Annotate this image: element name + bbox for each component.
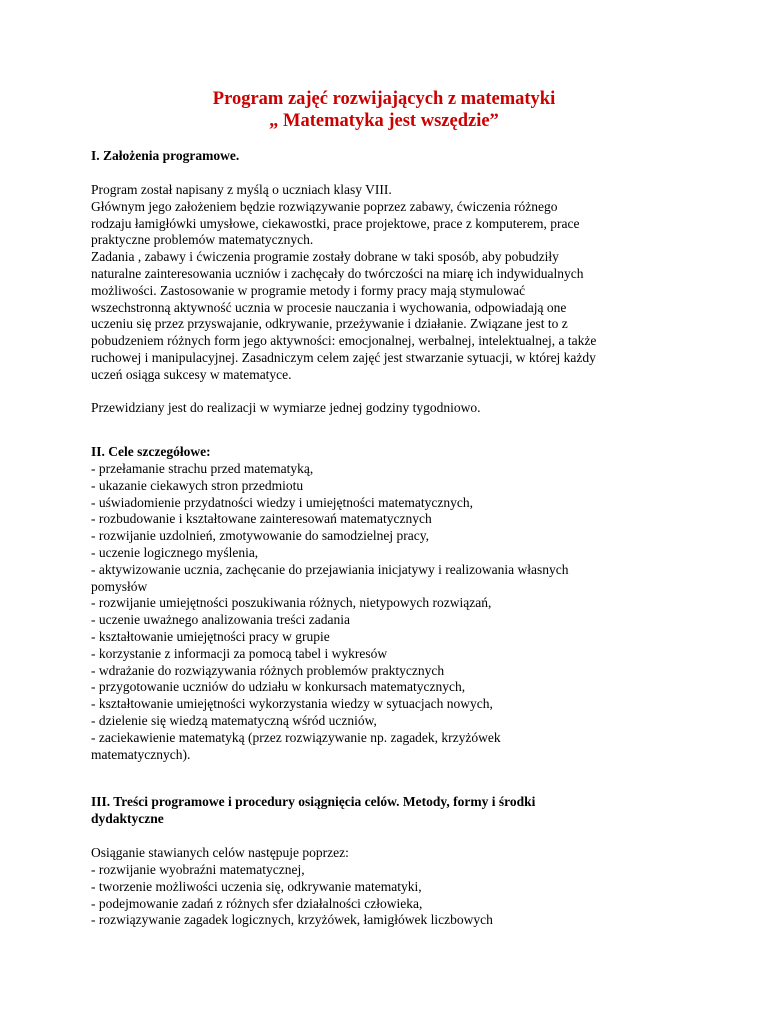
paragraph-line: Głównym jego założeniem będzie rozwiązywanie poprzez zabawy, ćwiczenia różnego <box>91 198 558 214</box>
section1-heading: I. Założenia programowe. <box>91 148 240 163</box>
paragraph-line: praktyczne problemów matematycznych. <box>91 232 314 248</box>
list-item: pomysłów <box>91 578 148 594</box>
paragraph-line: Zadania , zabawy i ćwiczenia programie zostały dobrane w taki sposób, aby pobudziły <box>91 249 559 265</box>
list-item: - rozwijanie wyobraźni matematycznej, <box>91 862 305 877</box>
paragraph-line: Osiąganie stawianych celów następuje poprzez: <box>91 845 349 860</box>
paragraph-line: Przewidziany jest do realizacji w wymiarze jednej godziny tygodniowo. <box>91 400 481 415</box>
paragraph-line: uczeniu się przez przyswajanie, odkrywanie, przeżywanie i działanie. Związane jest to z <box>91 316 568 332</box>
list-item: - rozwijanie umiejętności poszukiwania różnych, nietypowych rozwiązań, <box>91 595 492 611</box>
list-item: - przygotowanie uczniów do udziału w konkursach matematycznych, <box>91 679 466 695</box>
section1-paragraph2 <box>91 400 681 417</box>
list-item: - kształtowanie umiejętności wykorzystania wiedzy w sytuacjach nowych, <box>91 696 493 712</box>
paragraph-line: pobudzeniem różnych form jego aktywności: emocjonalnej, werbalnej, intelektualnej, a także <box>91 333 597 349</box>
list-item: - aktywizowanie ucznia, zachęcanie do przejawiania inicjatywy i realizowania własnych <box>91 561 569 577</box>
section1-paragraph <box>91 182 681 384</box>
list-item: matematycznych). <box>91 746 191 762</box>
list-item: - ukazanie ciekawych stron przedmiotu <box>91 477 304 493</box>
section3-intro <box>91 845 681 862</box>
paragraph-line: możliwości. Zastosowanie w programie metody i formy pracy mają stymulować <box>91 282 526 298</box>
list-item: - uświadomienie przydatności wiedzy i umiejętności matematycznych, <box>91 494 474 510</box>
list-item: - uczenie uważnego analizowania treści zadania <box>91 612 350 628</box>
section3-heading-line1: III. Treści programowe i procedury osiągnięcia celów. Metody, formy i środki <box>91 794 536 809</box>
list-item: - zaciekawienie matematyką (przez rozwiązywanie np. zagadek, krzyżówek <box>91 729 501 745</box>
document-title-line1: Program zajęć rozwijających z matematyki <box>212 89 556 109</box>
section2-heading: II. Cele szczegółowe: <box>91 444 211 459</box>
list-item: - przełamanie strachu przed matematyką, <box>91 461 314 476</box>
paragraph-line: ruchowej i manipulacyjnej. Zasadniczym celem zajęć jest stwarzanie sytuacji, w której każdy <box>91 349 596 365</box>
list-item: - wdrażanie do rozwiązywania różnych problemów praktycznych <box>91 662 445 678</box>
document-title-line2: „ Matematyka jest wszędzie” <box>269 111 499 131</box>
paragraph-line: Program został napisany z myślą o uczniach klasy VIII. <box>91 182 392 197</box>
section2-list <box>91 461 681 763</box>
paragraph-line: naturalne zainteresowania uczniów i zachęcały do twórczości na miarę ich indywidualnych <box>91 265 584 281</box>
list-item: - uczenie logicznego myślenia, <box>91 544 259 560</box>
list-item: - rozbudowanie i kształtowane zainteresowań matematycznych <box>91 511 432 527</box>
list-item: - korzystanie z informacji za pomocą tabel i wykresów <box>91 645 388 661</box>
list-item: - rozwiązywanie zagadek logicznych, krzyżówek, łamigłówek liczbowych <box>91 912 493 928</box>
section3-list <box>91 862 681 929</box>
section3-heading-line2: dydaktyczne <box>91 811 164 826</box>
list-item: - rozwijanie uzdolnień, zmotywowanie do samodzielnej pracy, <box>91 528 430 544</box>
list-item: - dzielenie się wiedzą matematyczną wśród uczniów, <box>91 712 377 728</box>
list-item: - podejmowanie zadań z różnych sfer działalności człowieka, <box>91 895 423 911</box>
list-item: - tworzenie możliwości uczenia się, odkrywanie matematyki, <box>91 878 422 894</box>
paragraph-line: uczeń osiąga sukcesy w matematyce. <box>91 366 292 382</box>
paragraph-line: wszechstronną aktywność ucznia w procesie nauczania i wychowania, odpowiadają one <box>91 299 567 315</box>
list-item: - kształtowanie umiejętności pracy w grupie <box>91 628 330 644</box>
paragraph-line: rodzaju łamigłówki umysłowe, ciekawostki, prace projektowe, prace z komputerem, prace <box>91 215 580 231</box>
